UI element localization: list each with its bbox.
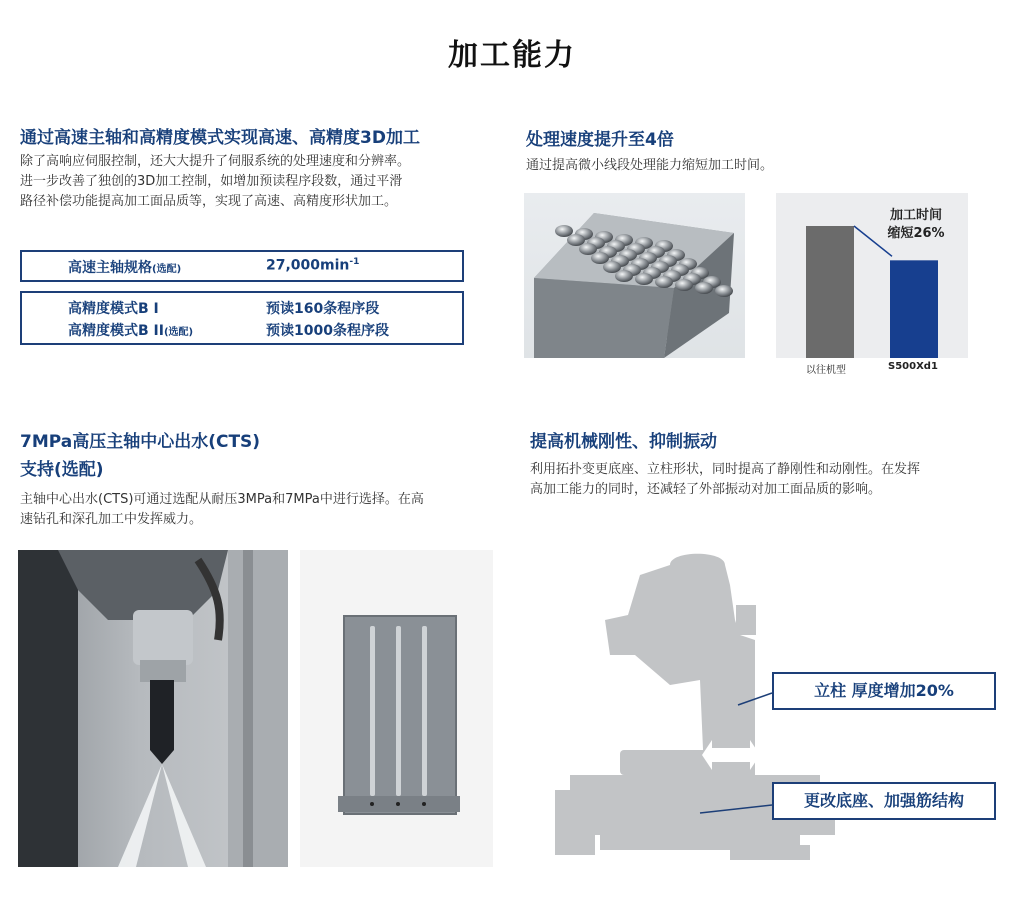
spec-row xyxy=(22,257,462,277)
bar-previous-model xyxy=(806,226,854,358)
machine-structure-diagram xyxy=(540,545,1010,875)
section2-text: 通过提高微小线段处理能力缩短加工时间。 xyxy=(526,158,774,173)
bar-label-s500xd1: S500Xd1 xyxy=(888,361,938,372)
page-title: 加工能力 xyxy=(448,38,576,73)
deep-hole-plate-photo xyxy=(300,550,493,867)
bar-label-previous: 以往机型 xyxy=(806,365,846,376)
section2-heading: 处理速度提升至4倍 xyxy=(526,130,674,150)
machined-workpiece-image xyxy=(524,193,745,358)
section3-heading-line: 7MPa高压主轴中心出水(CTS) xyxy=(20,432,261,452)
callout-column-thickness: 立柱 厚度增加20% xyxy=(772,672,996,710)
section1-heading: 通过高速主轴和高精度模式实现高速、高精度3D加工 xyxy=(20,128,420,148)
section3-line: 速钻孔和深孔加工中发挥威力。 xyxy=(20,512,203,527)
section1-text xyxy=(20,152,410,212)
spec-key: 高精度模式B II(选配) xyxy=(68,323,194,339)
section3-heading-line: 支持(选配) xyxy=(20,460,104,480)
section4-line: 利用拓扑变更底座、立柱形状，同时提高了静刚性和动刚性。在发挥 xyxy=(530,462,921,477)
spec-box-spindle xyxy=(20,250,464,282)
spec-value: 预读160条程序段 xyxy=(266,301,380,317)
processing-time-chart xyxy=(776,193,968,376)
section1-line: 进一步改善了独创的3D加工控制，如增加预读程序段数，通过平滑 xyxy=(20,174,403,189)
drill-coolant-photo xyxy=(18,550,288,867)
section4-text xyxy=(530,460,920,500)
spec-value: 预读1000条程序段 xyxy=(266,323,389,339)
chart-annotation-line: 缩短26% xyxy=(887,226,945,241)
section1-line: 路径补偿功能提高加工面品质等，实现了高速、高精度形状加工。 xyxy=(20,194,398,209)
section3-heading xyxy=(20,430,260,482)
chart-annotation-line: 加工时间 xyxy=(889,208,942,223)
section3-text xyxy=(20,490,424,530)
spec-row xyxy=(22,320,462,340)
section3-line: 主轴中心出水(CTS)可通过选配从耐压3MPa和7MPa中进行选择。在高 xyxy=(20,492,424,507)
section4-heading: 提高机械刚性、抑制振动 xyxy=(530,432,717,452)
spec-value: $27,000\min^{-1}$ xyxy=(266,257,360,274)
spec-key: 高速主轴规格(选配) xyxy=(68,260,182,276)
bar-s500xd1 xyxy=(890,260,938,358)
section1-line: 除了高响应伺服控制，还大大提升了伺服系统的处理速度和分辨率。 xyxy=(20,154,411,169)
chart-annotation xyxy=(876,207,956,243)
section4-line: 高加工能力的同时，还减轻了外部振动对加工面品质的影响。 xyxy=(530,482,882,497)
callout-base-structure: 更改底座、加强筋结构 xyxy=(772,782,996,820)
spec-row xyxy=(22,298,462,318)
spec-key: 高精度模式B I xyxy=(68,301,159,317)
spec-box-precision xyxy=(20,291,464,345)
